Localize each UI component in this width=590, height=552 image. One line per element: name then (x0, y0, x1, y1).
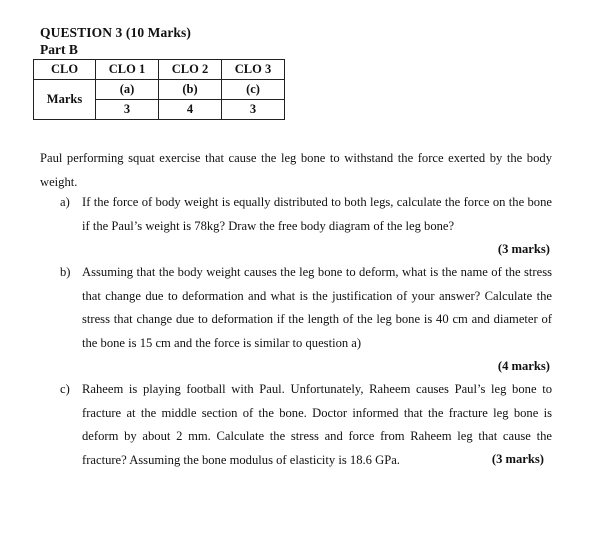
clo-col-1: CLO 1 (96, 60, 159, 80)
sublabel-c: (c) (222, 80, 285, 100)
question-a-marks: (3 marks) (497, 242, 550, 256)
clo-sublabel-row (34, 80, 285, 100)
marks-value-1: 3 (96, 100, 159, 120)
sublabel-b: (b) (159, 80, 222, 100)
question-a-label: a) (60, 195, 70, 209)
question-b-text: Assuming that the body weight causes the leg bone to deform, what is the name of the stress that change due to deformation and what is the justification of your answer? Calculate the stress that change due to deformation if the length of the leg bone is 40 cm and diameter of the bone is 15 cm and the force is similar to question a) (82, 265, 552, 351)
question-a-text: If the force of body weight is equally distributed to both legs, calculate the force on the bone if the Paul’s weight is 78kg? Draw the free body diagram of the leg bone? (82, 195, 552, 233)
question-c-marks: (3 marks) (491, 452, 544, 466)
question-b-label: b) (60, 265, 71, 279)
question-a (60, 191, 552, 238)
clo-header-row (34, 60, 285, 80)
marks-value-2: 4 (159, 100, 222, 120)
sublabel-a: (a) (96, 80, 159, 100)
marks-value-3: 3 (222, 100, 285, 120)
question-c (60, 378, 552, 473)
question-c-body: Raheem is playing football with Paul. Unfortunately, Raheem causes Paul’s leg bone to fracture at the middle section of the bone. Doctor informed that the fracture leg bone is deform by about 2 mm. Calculate the stress and force from Raheem leg that cause the fracture? Assuming the bone modulus of elasticity is 18.6 GPa. (82, 382, 552, 468)
clo-col-2: CLO 2 (159, 60, 222, 80)
clo-header-cell: CLO (34, 60, 96, 80)
question-b-marks: (4 marks) (497, 359, 550, 373)
part-label: Part B (40, 42, 78, 57)
marks-label-cell: Marks (34, 80, 96, 120)
question-b (60, 261, 552, 356)
clo-table (33, 59, 285, 120)
question-title: QUESTION 3 (10 Marks) (40, 25, 191, 40)
question-c-text (82, 378, 552, 473)
question-c-label: c) (60, 382, 70, 396)
clo-col-3: CLO 3 (222, 60, 285, 80)
intro-paragraph: Paul performing squat exercise that cause the leg bone to withstand the force exerted by the body weight. (40, 151, 552, 189)
